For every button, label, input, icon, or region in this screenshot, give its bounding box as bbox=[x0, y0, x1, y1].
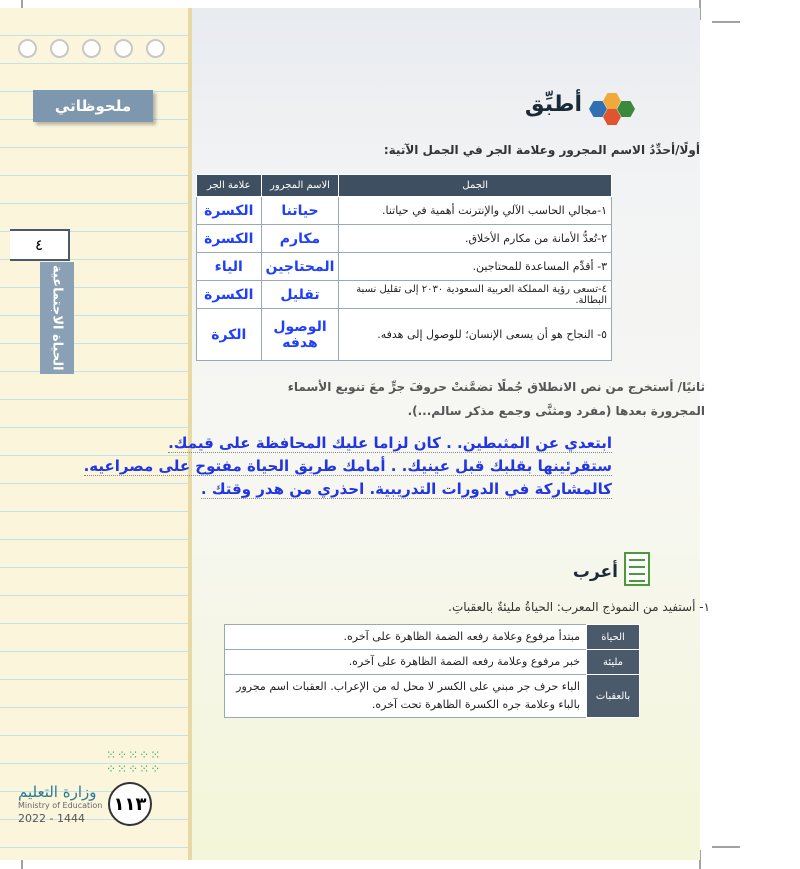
unit-title: الحياة الاجتماعية bbox=[40, 262, 74, 374]
task2-line1: ثانيًا/ أستخرج من نص الانطلاق جُملًا تضمَّنتْ حروفَ جرٍّ معَ تنويع الأسماء bbox=[287, 380, 705, 394]
clipboard-icon bbox=[624, 552, 650, 586]
noun-cell: مكارم bbox=[261, 225, 339, 253]
word-cell: الحياة bbox=[587, 625, 640, 650]
school-year: 2022 - 1444 bbox=[18, 812, 85, 825]
table-row bbox=[197, 309, 612, 361]
analysis-cell: الباء حرف جر مبني على الكسر لا محل له من الإعراب. العقبات اسم مجرور بالباء وعلامة جره الكسرة الظاهرة تحت آخره. bbox=[225, 675, 587, 718]
sentence-cell: ٥- النجاح هو أن يسعى الإنسان؛ للوصول إلى هدفه. bbox=[339, 309, 612, 361]
unit-number: ٤ bbox=[10, 229, 70, 261]
mark-cell: الكسرة bbox=[197, 225, 262, 253]
handwritten-answer-line: ابتعدي عن المثبطين. . كان لزاما عليك المحافظة على قيمك. bbox=[168, 434, 612, 452]
erab-task: ١- أستفيد من النموذج المعرب: الحياةُ مليئةٌ بالعقباتِ. bbox=[448, 600, 710, 614]
table-row bbox=[197, 281, 612, 309]
noun-cell: حياتنا bbox=[261, 197, 339, 225]
header-sentences: الجمل bbox=[339, 175, 612, 197]
mark-cell: الياء bbox=[197, 253, 262, 281]
header-mark: علامة الجر bbox=[197, 175, 262, 197]
binder-ring-icon bbox=[114, 39, 133, 58]
notes-margin bbox=[0, 8, 190, 860]
word-cell: مليئة bbox=[587, 650, 640, 675]
table-row bbox=[225, 625, 640, 650]
binder-ring-icon bbox=[50, 39, 69, 58]
header-noun: الاسم المجرور bbox=[261, 175, 339, 197]
noun-cell: المحتاجين bbox=[261, 253, 339, 281]
sentence-cell: ٤-تسعى رؤية المملكة العربية السعودية ٢٠٣٠ إلى تقليل نسبة البطالة. bbox=[339, 281, 612, 309]
table-row bbox=[225, 650, 640, 675]
task1-text: أولًا/أحدِّدُ الاسم المجرور وعلامة الجر في الجمل الآتية: bbox=[383, 143, 700, 157]
sentence-cell: ٣- أقدِّم المساعدة للمحتاجين. bbox=[339, 253, 612, 281]
table-row bbox=[197, 197, 612, 225]
word-cell: بالعقبات bbox=[587, 675, 640, 718]
sentence-cell: ١-مجالي الحاسب الآلي والإنترنت أهمية في حياتنا. bbox=[339, 197, 612, 225]
table-row bbox=[225, 675, 640, 718]
mark-cell: الكسرة bbox=[197, 281, 262, 309]
mark-cell: الكسرة bbox=[197, 197, 262, 225]
task2-line2: المجرورة بعدها (مفرد ومثنَّى وجمع مذكر سالم...). bbox=[407, 404, 705, 418]
erab-model-table bbox=[224, 624, 640, 718]
binder-ring-icon bbox=[146, 39, 165, 58]
page-number: ١١٣ bbox=[108, 782, 152, 826]
handwritten-answer-line: كالمشاركة في الدورات التدريبية. احذري من هدر وقتك . bbox=[200, 480, 612, 498]
ministry-arabic: وزارة التعليم bbox=[18, 783, 97, 801]
mark-cell: الكرة bbox=[197, 309, 262, 361]
dots-logo-icon: ⁙⁘⁙⁘⁙ ⁘⁙⁘⁙⁘ bbox=[106, 748, 162, 776]
jar-table bbox=[196, 174, 612, 361]
binder-ring-icon bbox=[18, 39, 37, 58]
table-row bbox=[197, 225, 612, 253]
apply-title: أطبِّق bbox=[524, 92, 582, 117]
notes-tab: ملحوظاتي bbox=[33, 90, 153, 122]
ministry-logo bbox=[18, 748, 178, 828]
handwritten-answer-line: ستقرئينها بقلبك قبل عينيك. . أمامك طريق الحياة مفتوح على مصراعيه. bbox=[83, 457, 612, 475]
table-row bbox=[197, 253, 612, 281]
analysis-cell: خبر مرفوع وعلامة رفعه الضمة الظاهرة على آخره. bbox=[225, 650, 587, 675]
analysis-cell: مبتدأ مرفوع وعلامة رفعه الضمة الظاهرة على آخره. bbox=[225, 625, 587, 650]
sentence-cell: ٢-تُعدُّ الأمانة من مكارم الأخلاق. bbox=[339, 225, 612, 253]
ministry-english: Ministry of Education bbox=[18, 801, 103, 810]
binder-ring-icon bbox=[82, 39, 101, 58]
noun-cell: تقليل bbox=[261, 281, 339, 309]
noun-cell: الوصول هدفه bbox=[261, 309, 339, 361]
erab-title: أعرب bbox=[572, 562, 618, 582]
